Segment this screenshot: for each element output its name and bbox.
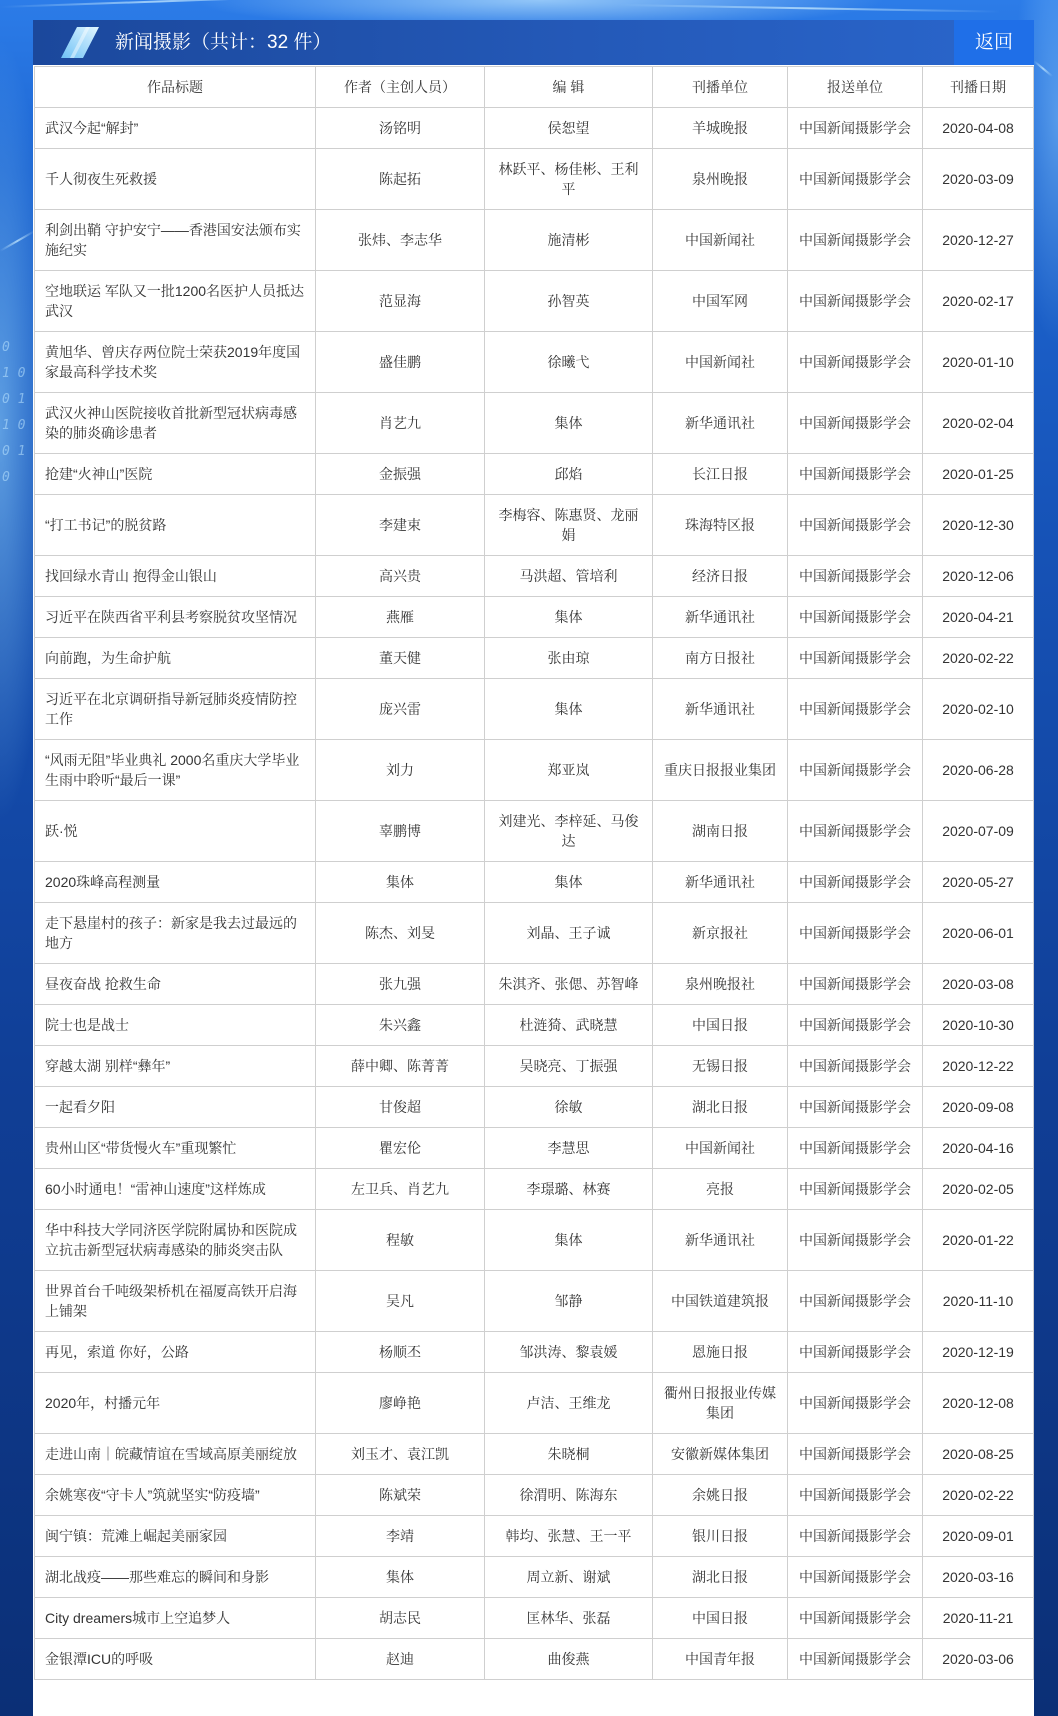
column-header-title: 作品标题 (35, 67, 316, 108)
column-header-date: 刊播日期 (923, 67, 1034, 108)
editor-cell: 吴晓亮、丁振强 (485, 1046, 653, 1087)
author-cell: 薛中卿、陈菁菁 (316, 1046, 485, 1087)
editor-cell: 徐渭明、陈海东 (485, 1475, 653, 1516)
work-title-cell[interactable]: 华中科技大学同济医学院附属协和医院成立抗击新型冠状病毒感染的肺炎突击队 (35, 1210, 316, 1271)
table-row (35, 1639, 1034, 1680)
work-title-cell[interactable]: 昼夜奋战 抢救生命 (35, 964, 316, 1005)
publisher-cell: 新华通讯社 (653, 862, 788, 903)
work-title-cell[interactable]: 找回绿水青山 抱得金山银山 (35, 556, 316, 597)
work-title-cell[interactable]: 空地联运 军队又一批1200名医护人员抵达武汉 (35, 271, 316, 332)
date-cell: 2020-08-25 (923, 1434, 1034, 1475)
publisher-cell: 湖北日报 (653, 1557, 788, 1598)
submitter-cell: 中国新闻摄影学会 (788, 271, 923, 332)
submitter-cell: 中国新闻摄影学会 (788, 108, 923, 149)
back-button[interactable]: 返回 (954, 20, 1034, 65)
submitter-cell: 中国新闻摄影学会 (788, 1210, 923, 1271)
author-cell: 廖峥艳 (316, 1373, 485, 1434)
submitter-cell: 中国新闻摄影学会 (788, 1332, 923, 1373)
publisher-cell: 中国青年报 (653, 1639, 788, 1680)
publisher-cell: 南方日报社 (653, 638, 788, 679)
date-cell: 2020-06-28 (923, 740, 1034, 801)
table-row (35, 332, 1034, 393)
author-cell: 胡志民 (316, 1598, 485, 1639)
publisher-cell: 珠海特区报 (653, 495, 788, 556)
date-cell: 2020-11-10 (923, 1271, 1034, 1332)
work-title-cell[interactable]: 2020年，村播元年 (35, 1373, 316, 1434)
date-cell: 2020-12-27 (923, 210, 1034, 271)
work-title-cell[interactable]: 世界首台千吨级架桥机在福厦高铁开启海上铺架 (35, 1271, 316, 1332)
work-title-cell[interactable]: 穿越太湖 别样“彝年” (35, 1046, 316, 1087)
works-panel (33, 20, 1034, 1716)
publisher-cell: 衢州日报报业传媒集团 (653, 1373, 788, 1434)
publisher-cell: 泉州晚报社 (653, 964, 788, 1005)
date-cell: 2020-04-08 (923, 108, 1034, 149)
work-title-cell[interactable]: 闽宁镇：荒滩上崛起美丽家园 (35, 1516, 316, 1557)
editor-cell: 周立新、谢斌 (485, 1557, 653, 1598)
work-title-cell[interactable]: 黄旭华、曾庆存两位院士荣获2019年度国家最高科学技术奖 (35, 332, 316, 393)
author-cell: 集体 (316, 1557, 485, 1598)
publisher-cell: 新华通讯社 (653, 393, 788, 454)
submitter-cell: 中国新闻摄影学会 (788, 597, 923, 638)
submitter-cell: 中国新闻摄影学会 (788, 1598, 923, 1639)
date-cell: 2020-12-30 (923, 495, 1034, 556)
work-title-cell[interactable]: 贵州山区“带货慢火车”重现繁忙 (35, 1128, 316, 1169)
author-cell: 范显海 (316, 271, 485, 332)
author-cell: 赵迪 (316, 1639, 485, 1680)
table-row (35, 149, 1034, 210)
table-row (35, 1087, 1034, 1128)
publisher-cell: 中国日报 (653, 1005, 788, 1046)
table-row (35, 1046, 1034, 1087)
background-streak (0, 0, 320, 8)
editor-cell: 匡林华、张磊 (485, 1598, 653, 1639)
column-header-publisher: 刊播单位 (653, 67, 788, 108)
publisher-cell: 湖南日报 (653, 801, 788, 862)
author-cell: 汤铭明 (316, 108, 485, 149)
work-title-cell[interactable]: 抢建“火神山”医院 (35, 454, 316, 495)
date-cell: 2020-03-08 (923, 964, 1034, 1005)
editor-cell: 刘晶、王子诚 (485, 903, 653, 964)
table-row (35, 862, 1034, 903)
publisher-cell: 新京报社 (653, 903, 788, 964)
publisher-cell: 新华通讯社 (653, 597, 788, 638)
publisher-cell: 新华通讯社 (653, 1210, 788, 1271)
background-streak (1033, 60, 1053, 77)
parallelogram-logo-icon (57, 27, 101, 58)
table-row (35, 1271, 1034, 1332)
table-row (35, 597, 1034, 638)
author-cell: 左卫兵、肖艺九 (316, 1169, 485, 1210)
work-title-cell[interactable]: 走进山南｜皖藏情谊在雪域高原美丽绽放 (35, 1434, 316, 1475)
table-row (35, 1516, 1034, 1557)
editor-cell: 张由琼 (485, 638, 653, 679)
editor-cell: 集体 (485, 597, 653, 638)
submitter-cell: 中国新闻摄影学会 (788, 964, 923, 1005)
editor-cell: 施清彬 (485, 210, 653, 271)
table-row (35, 556, 1034, 597)
submitter-cell: 中国新闻摄影学会 (788, 1046, 923, 1087)
author-cell: 肖艺九 (316, 393, 485, 454)
publisher-cell: 余姚日报 (653, 1475, 788, 1516)
submitter-cell: 中国新闻摄影学会 (788, 1639, 923, 1680)
date-cell: 2020-02-10 (923, 679, 1034, 740)
date-cell: 2020-01-25 (923, 454, 1034, 495)
table-row (35, 740, 1034, 801)
publisher-cell: 中国军网 (653, 271, 788, 332)
background-streak (0, 230, 35, 252)
publisher-cell: 中国铁道建筑报 (653, 1271, 788, 1332)
editor-cell: 集体 (485, 1210, 653, 1271)
editor-cell: 朱晓桐 (485, 1434, 653, 1475)
column-header-editor: 编 辑 (485, 67, 653, 108)
editor-cell: 徐敏 (485, 1087, 653, 1128)
editor-cell: 李璟璐、林赛 (485, 1169, 653, 1210)
submitter-cell: 中国新闻摄影学会 (788, 1434, 923, 1475)
submitter-cell: 中国新闻摄影学会 (788, 454, 923, 495)
date-cell: 2020-11-21 (923, 1598, 1034, 1639)
date-cell: 2020-09-08 (923, 1087, 1034, 1128)
author-cell: 张炜、李志华 (316, 210, 485, 271)
submitter-cell: 中国新闻摄影学会 (788, 332, 923, 393)
publisher-cell: 无锡日报 (653, 1046, 788, 1087)
publisher-cell: 重庆日报报业集团 (653, 740, 788, 801)
author-cell: 李建束 (316, 495, 485, 556)
work-title-cell[interactable]: 向前跑，为生命护航 (35, 638, 316, 679)
author-cell: 刘玉才、袁江凯 (316, 1434, 485, 1475)
submitter-cell: 中国新闻摄影学会 (788, 801, 923, 862)
date-cell: 2020-02-04 (923, 393, 1034, 454)
editor-cell: 马洪超、管培利 (485, 556, 653, 597)
table-row (35, 1557, 1034, 1598)
publisher-cell: 中国日报 (653, 1598, 788, 1639)
editor-cell: 集体 (485, 862, 653, 903)
date-cell: 2020-04-16 (923, 1128, 1034, 1169)
editor-cell: 刘建光、李梓延、马俊达 (485, 801, 653, 862)
author-cell: 陈起拓 (316, 149, 485, 210)
editor-cell: 邱焰 (485, 454, 653, 495)
table-row (35, 1169, 1034, 1210)
editor-cell: 集体 (485, 393, 653, 454)
date-cell: 2020-03-16 (923, 1557, 1034, 1598)
date-cell: 2020-12-08 (923, 1373, 1034, 1434)
work-title-cell[interactable]: 院士也是战士 (35, 1005, 316, 1046)
submitter-cell: 中国新闻摄影学会 (788, 495, 923, 556)
date-cell: 2020-02-05 (923, 1169, 1034, 1210)
date-cell: 2020-03-06 (923, 1639, 1034, 1680)
submitter-cell: 中国新闻摄影学会 (788, 1169, 923, 1210)
editor-cell: 李慧思 (485, 1128, 653, 1169)
date-cell: 2020-07-09 (923, 801, 1034, 862)
publisher-cell: 中国新闻社 (653, 332, 788, 393)
submitter-cell: 中国新闻摄影学会 (788, 638, 923, 679)
author-cell: 陈斌荣 (316, 1475, 485, 1516)
table-body (35, 108, 1034, 1680)
author-cell: 燕雁 (316, 597, 485, 638)
author-cell: 刘力 (316, 740, 485, 801)
date-cell: 2020-01-22 (923, 1210, 1034, 1271)
author-cell: 朱兴鑫 (316, 1005, 485, 1046)
editor-cell: 杜涟猗、武晓慧 (485, 1005, 653, 1046)
work-title-cell[interactable]: 武汉火神山医院接收首批新型冠状病毒感染的肺炎确诊患者 (35, 393, 316, 454)
table-row (35, 1475, 1034, 1516)
table-row (35, 679, 1034, 740)
date-cell: 2020-12-06 (923, 556, 1034, 597)
table-row (35, 1332, 1034, 1373)
table-row (35, 108, 1034, 149)
table-row (35, 495, 1034, 556)
column-header-submitter: 报送单位 (788, 67, 923, 108)
submitter-cell: 中国新闻摄影学会 (788, 903, 923, 964)
date-cell: 2020-10-30 (923, 1005, 1034, 1046)
editor-cell: 孙智英 (485, 271, 653, 332)
editor-cell: 韩均、张慧、王一平 (485, 1516, 653, 1557)
date-cell: 2020-06-01 (923, 903, 1034, 964)
editor-cell: 林跃平、杨佳彬、王利平 (485, 149, 653, 210)
author-cell: 杨顺丕 (316, 1332, 485, 1373)
author-cell: 董天健 (316, 638, 485, 679)
author-cell: 程敏 (316, 1210, 485, 1271)
work-title-cell[interactable]: 一起看夕阳 (35, 1087, 316, 1128)
editor-cell: 邹静 (485, 1271, 653, 1332)
publisher-cell: 新华通讯社 (653, 679, 788, 740)
date-cell: 2020-12-19 (923, 1332, 1034, 1373)
publisher-cell: 中国新闻社 (653, 1128, 788, 1169)
submitter-cell: 中国新闻摄影学会 (788, 393, 923, 454)
table-row (35, 801, 1034, 862)
editor-cell: 邹洪涛、黎袁媛 (485, 1332, 653, 1373)
work-title-cell[interactable]: 再见，索道 你好，公路 (35, 1332, 316, 1373)
table-row (35, 271, 1034, 332)
submitter-cell: 中国新闻摄影学会 (788, 740, 923, 801)
table-row (35, 210, 1034, 271)
author-cell: 吴凡 (316, 1271, 485, 1332)
work-title-cell[interactable]: City dreamers城市上空追梦人 (35, 1598, 316, 1639)
editor-cell: 卢洁、王维龙 (485, 1373, 653, 1434)
author-cell: 张九强 (316, 964, 485, 1005)
table-row (35, 454, 1034, 495)
work-title-cell[interactable]: 2020珠峰高程测量 (35, 862, 316, 903)
submitter-cell: 中国新闻摄影学会 (788, 1475, 923, 1516)
date-cell: 2020-12-22 (923, 1046, 1034, 1087)
submitter-cell: 中国新闻摄影学会 (788, 679, 923, 740)
publisher-cell: 中国新闻社 (653, 210, 788, 271)
publisher-cell: 恩施日报 (653, 1332, 788, 1373)
author-cell: 陈杰、刘旻 (316, 903, 485, 964)
table-row (35, 638, 1034, 679)
work-title-cell[interactable]: 利剑出鞘 守护安宁——香港国安法颁布实施纪实 (35, 210, 316, 271)
submitter-cell: 中国新闻摄影学会 (788, 556, 923, 597)
date-cell: 2020-02-22 (923, 1475, 1034, 1516)
publisher-cell: 泉州晚报 (653, 149, 788, 210)
publisher-cell: 羊城晚报 (653, 108, 788, 149)
table-row (35, 1210, 1034, 1271)
submitter-cell: 中国新闻摄影学会 (788, 1516, 923, 1557)
date-cell: 2020-05-27 (923, 862, 1034, 903)
author-cell: 庞兴雷 (316, 679, 485, 740)
publisher-cell: 银川日报 (653, 1516, 788, 1557)
table-row (35, 393, 1034, 454)
publisher-cell: 长江日报 (653, 454, 788, 495)
table-row (35, 1373, 1034, 1434)
background-binary-digits: 0 1 0 0 1 1 0 0 1 0 (2, 340, 26, 485)
editor-cell: 郑亚岚 (485, 740, 653, 801)
table-row (35, 1128, 1034, 1169)
page-title: 新闻摄影（共计：32 件） (115, 32, 332, 53)
submitter-cell: 中国新闻摄影学会 (788, 149, 923, 210)
works-table (34, 66, 1034, 1680)
date-cell: 2020-04-21 (923, 597, 1034, 638)
table-row (35, 1434, 1034, 1475)
author-cell: 高兴贵 (316, 556, 485, 597)
author-cell: 李靖 (316, 1516, 485, 1557)
table-row (35, 1005, 1034, 1046)
work-title-cell[interactable]: 武汉今起“解封” (35, 108, 316, 149)
date-cell: 2020-02-22 (923, 638, 1034, 679)
editor-cell: 曲俊燕 (485, 1639, 653, 1680)
table-row (35, 1598, 1034, 1639)
editor-cell: 徐曦弋 (485, 332, 653, 393)
author-cell: 盛佳鹏 (316, 332, 485, 393)
submitter-cell: 中国新闻摄影学会 (788, 862, 923, 903)
submitter-cell: 中国新闻摄影学会 (788, 1128, 923, 1169)
column-header-author: 作者（主创人员） (316, 67, 485, 108)
publisher-cell: 安徽新媒体集团 (653, 1434, 788, 1475)
work-title-cell[interactable]: 60小时通电！“雷神山速度”这样炼成 (35, 1169, 316, 1210)
work-title-cell[interactable]: 跃·悦 (35, 801, 316, 862)
date-cell: 2020-01-10 (923, 332, 1034, 393)
work-title-cell[interactable]: 习近平在北京调研指导新冠肺炎疫情防控工作 (35, 679, 316, 740)
publisher-cell: 经济日报 (653, 556, 788, 597)
author-cell: 甘俊超 (316, 1087, 485, 1128)
submitter-cell: 中国新闻摄影学会 (788, 1087, 923, 1128)
panel-header-bar (33, 20, 1034, 65)
date-cell: 2020-03-09 (923, 149, 1034, 210)
work-title-cell[interactable]: 走下悬崖村的孩子：新家是我去过最远的地方 (35, 903, 316, 964)
publisher-cell: 亮报 (653, 1169, 788, 1210)
author-cell: 瞿宏伦 (316, 1128, 485, 1169)
table-row (35, 964, 1034, 1005)
editor-cell: 侯恕望 (485, 108, 653, 149)
date-cell: 2020-02-17 (923, 271, 1034, 332)
author-cell: 金振强 (316, 454, 485, 495)
work-title-cell[interactable]: 余姚寒夜“守卡人”筑就坚实“防疫墙” (35, 1475, 316, 1516)
submitter-cell: 中国新闻摄影学会 (788, 1005, 923, 1046)
header-row (35, 67, 1034, 108)
submitter-cell: 中国新闻摄影学会 (788, 1373, 923, 1434)
work-title-cell[interactable]: “风雨无阻”毕业典礼 2000名重庆大学毕业生雨中聆听“最后一课” (35, 740, 316, 801)
editor-cell: 李梅容、陈惠贤、龙丽娟 (485, 495, 653, 556)
author-cell: 辜鹏博 (316, 801, 485, 862)
editor-cell: 朱淇齐、张偲、苏智峰 (485, 964, 653, 1005)
submitter-cell: 中国新闻摄影学会 (788, 1271, 923, 1332)
author-cell: 集体 (316, 862, 485, 903)
work-title-cell[interactable]: 湖北战疫——那些难忘的瞬间和身影 (35, 1557, 316, 1598)
submitter-cell: 中国新闻摄影学会 (788, 210, 923, 271)
work-title-cell[interactable]: 金银潭ICU的呼吸 (35, 1639, 316, 1680)
table-header (35, 67, 1034, 108)
submitter-cell: 中国新闻摄影学会 (788, 1557, 923, 1598)
work-title-cell[interactable]: “打工书记”的脱贫路 (35, 495, 316, 556)
work-title-cell[interactable]: 习近平在陕西省平利县考察脱贫攻坚情况 (35, 597, 316, 638)
publisher-cell: 湖北日报 (653, 1087, 788, 1128)
editor-cell: 集体 (485, 679, 653, 740)
date-cell: 2020-09-01 (923, 1516, 1034, 1557)
work-title-cell[interactable]: 千人彻夜生死救援 (35, 149, 316, 210)
table-row (35, 903, 1034, 964)
background-streak (620, 4, 1000, 13)
